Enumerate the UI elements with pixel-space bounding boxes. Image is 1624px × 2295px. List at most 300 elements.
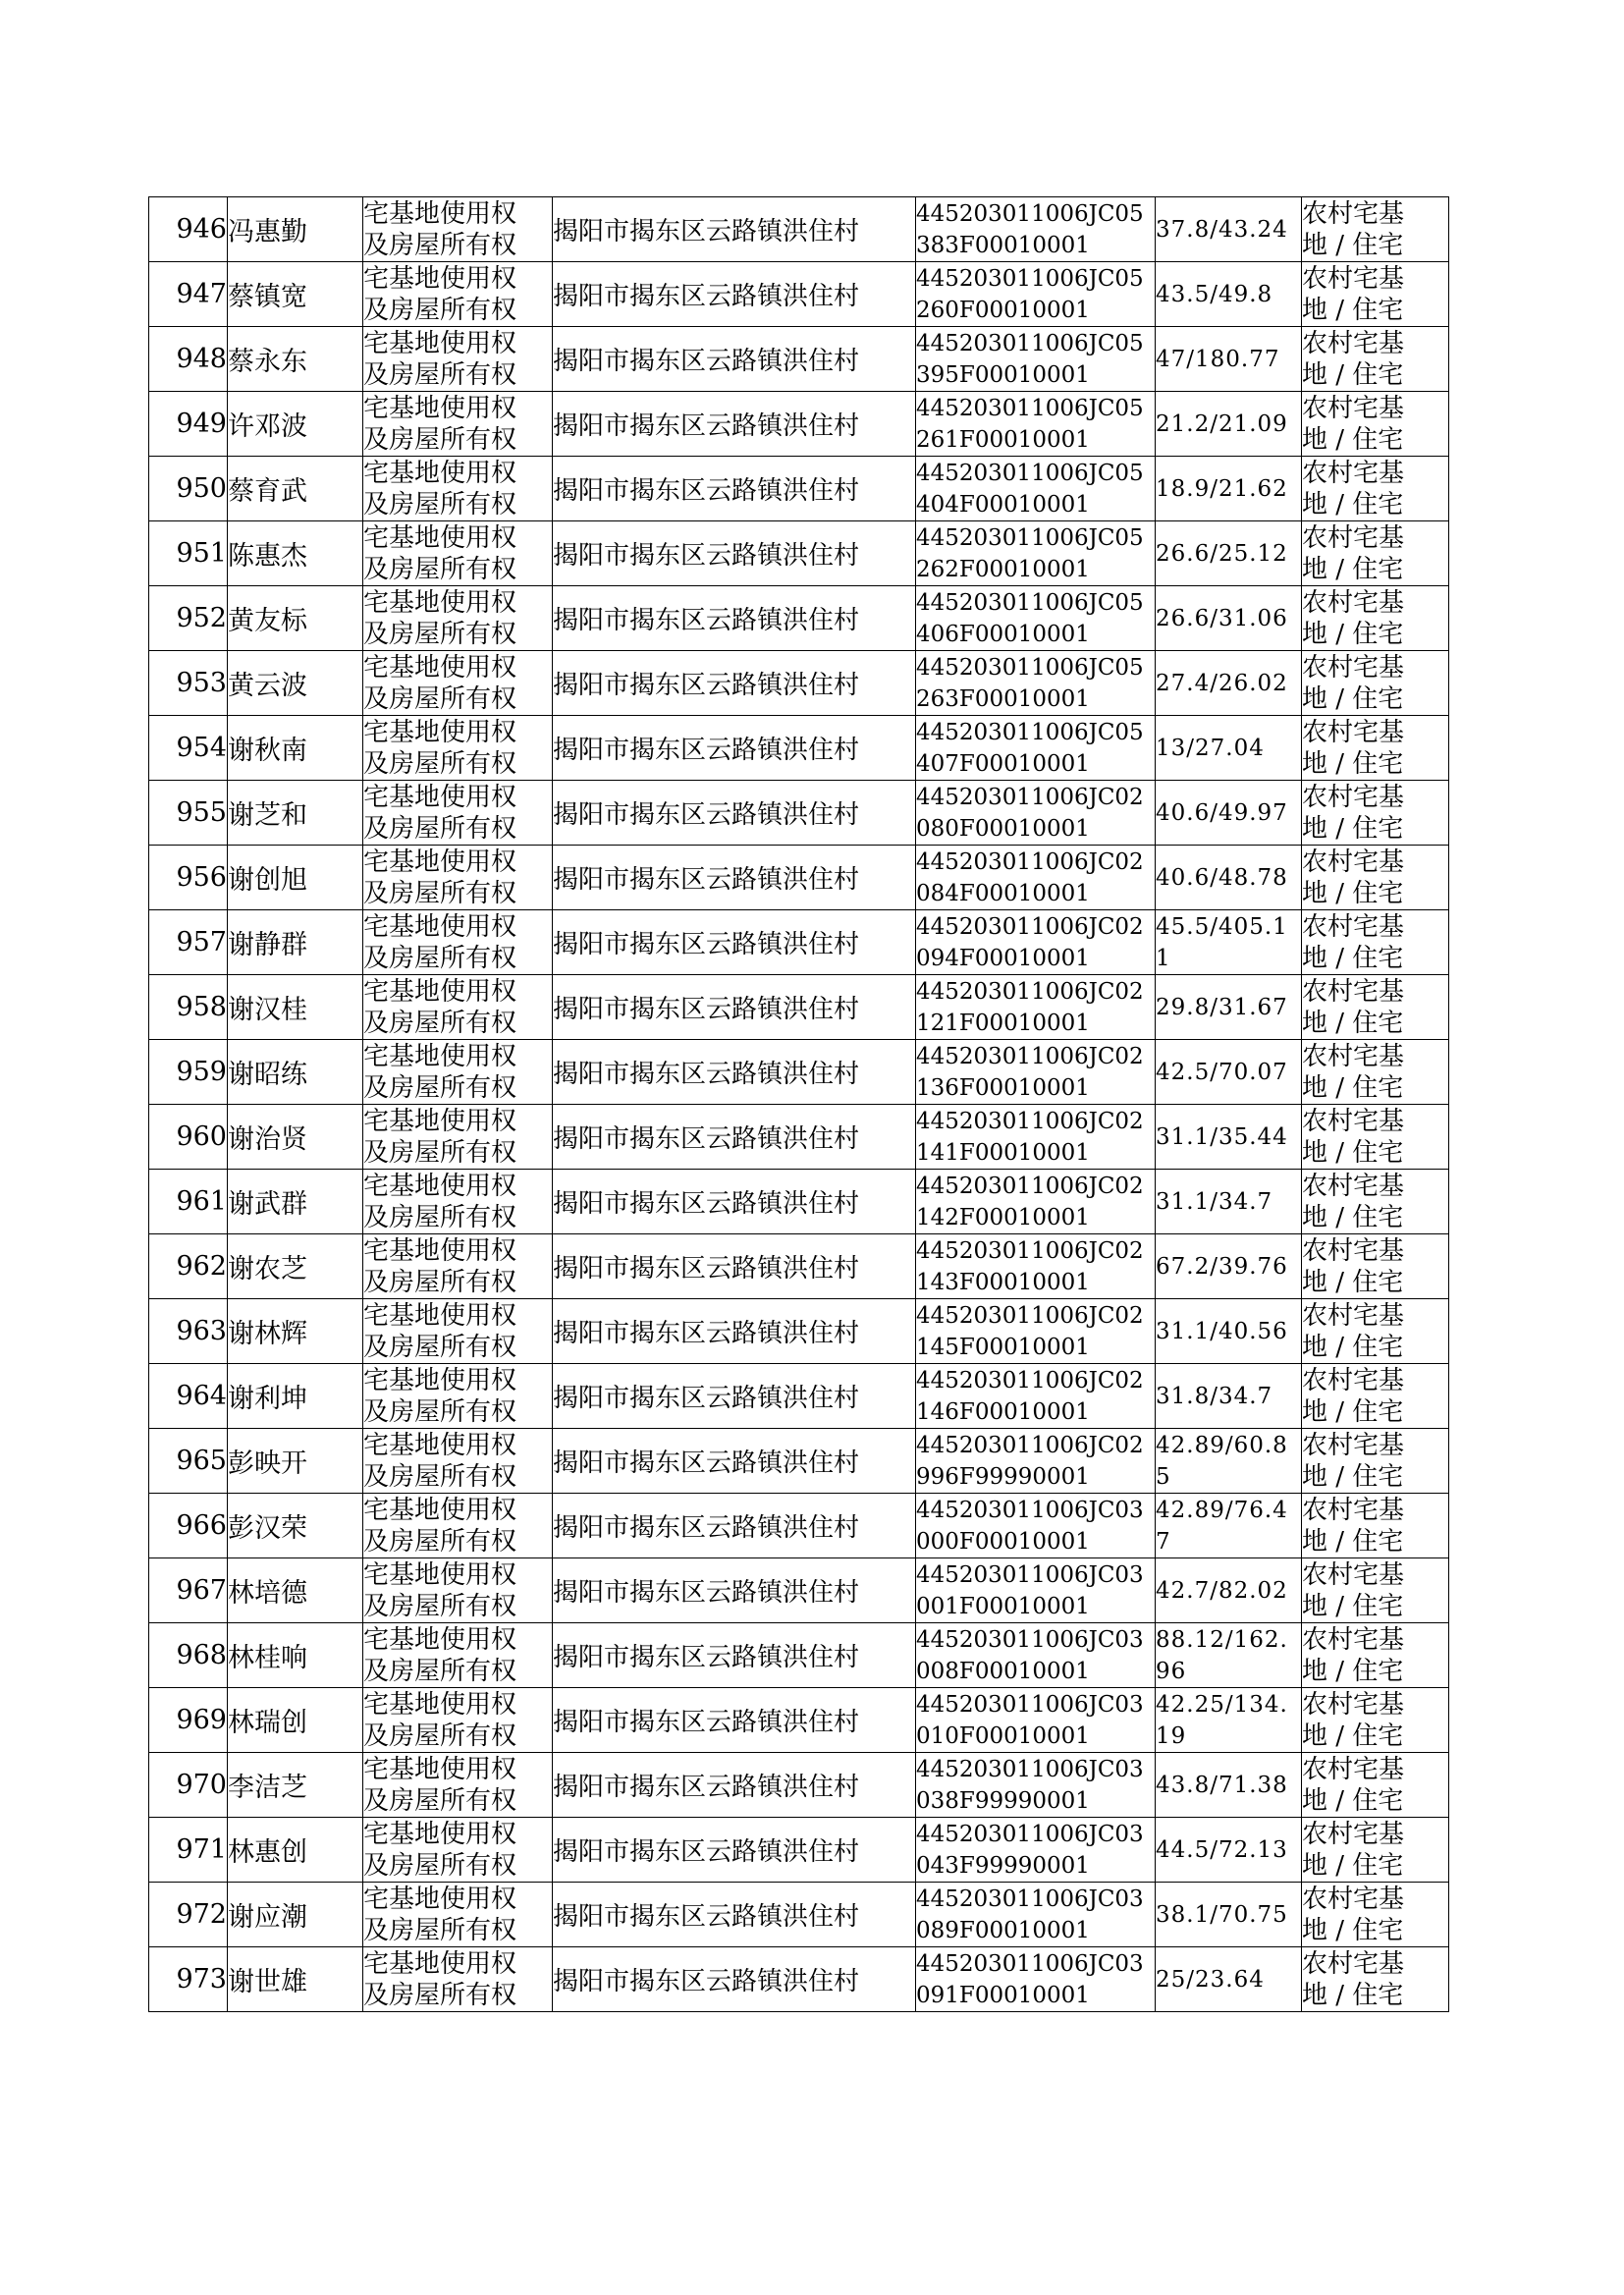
row-number: 970 <box>149 1753 228 1818</box>
table-row <box>149 846 1449 910</box>
land-use <box>1302 521 1449 586</box>
parcel-code-line-1: 445203011006JC05 <box>916 719 1144 745</box>
parcel-code <box>916 1105 1156 1170</box>
land-use-line-1: 农村宅基 <box>1302 1689 1405 1720</box>
parcel-code-line-2: 142F00010001 <box>916 1204 1090 1230</box>
right-type-line-1: 宅基地使用权 <box>363 1300 517 1331</box>
table-row <box>149 327 1449 392</box>
area: 67.2/39.76 <box>1156 1234 1302 1299</box>
parcel-code-line-1: 445203011006JC02 <box>916 1237 1144 1264</box>
land-use <box>1302 1234 1449 1299</box>
owner-name: 谢应潮 <box>228 1883 363 1947</box>
land-use-line-1: 农村宅基 <box>1302 1430 1405 1460</box>
land-use-line-2: 地 / 住宅 <box>1302 295 1404 325</box>
land-use <box>1302 1429 1449 1494</box>
right-type <box>363 1818 553 1883</box>
table-row <box>149 1883 1449 1947</box>
land-use-line-2: 地 / 住宅 <box>1302 619 1404 649</box>
parcel-code <box>916 1558 1156 1623</box>
right-type-line-1: 宅基地使用权 <box>363 328 517 358</box>
row-number: 969 <box>149 1688 228 1753</box>
parcel-code <box>916 1299 1156 1364</box>
right-type-line-2: 及房屋所有权 <box>363 424 517 455</box>
land-use-line-2: 地 / 住宅 <box>1302 748 1404 779</box>
right-type-line-2: 及房屋所有权 <box>363 489 517 519</box>
land-use <box>1302 1364 1449 1429</box>
location: 揭阳市揭东区云路镇洪住村 <box>553 1688 916 1753</box>
parcel-code-line-1: 445203011006JC05 <box>916 460 1144 486</box>
land-use-line-2: 地 / 住宅 <box>1302 1850 1404 1881</box>
land-use-line-2: 地 / 住宅 <box>1302 813 1404 844</box>
land-use-line-1: 农村宅基 <box>1302 1106 1405 1136</box>
location: 揭阳市揭东区云路镇洪住村 <box>553 1105 916 1170</box>
right-type-line-2: 及房屋所有权 <box>363 295 517 325</box>
land-use-line-1: 农村宅基 <box>1302 328 1405 358</box>
parcel-code-line-2: 383F00010001 <box>916 232 1090 258</box>
land-use <box>1302 975 1449 1040</box>
right-type <box>363 1494 553 1558</box>
parcel-code-line-1: 445203011006JC02 <box>916 1432 1144 1458</box>
table-row <box>149 1429 1449 1494</box>
row-number: 972 <box>149 1883 228 1947</box>
parcel-code-line-2: 262F00010001 <box>916 556 1090 582</box>
right-type <box>363 262 553 327</box>
table-row <box>149 1753 1449 1818</box>
location: 揭阳市揭东区云路镇洪住村 <box>553 651 916 716</box>
parcel-code-line-2: 121F00010001 <box>916 1010 1090 1036</box>
land-use <box>1302 1883 1449 1947</box>
parcel-code <box>916 197 1156 262</box>
parcel-code-line-1: 445203011006JC02 <box>916 1173 1144 1199</box>
land-use-line-2: 地 / 住宅 <box>1302 1785 1404 1816</box>
land-use <box>1302 1753 1449 1818</box>
right-type <box>363 586 553 651</box>
right-type-line-2: 及房屋所有权 <box>363 1721 517 1751</box>
parcel-code-line-2: 043F99990001 <box>916 1852 1090 1879</box>
parcel-code-line-1: 445203011006JC05 <box>916 524 1144 551</box>
area: 88.12/162.96 <box>1156 1623 1302 1688</box>
land-use-line-1: 农村宅基 <box>1302 847 1405 877</box>
land-use-line-1: 农村宅基 <box>1302 1559 1405 1590</box>
parcel-code <box>916 1883 1156 1947</box>
parcel-code <box>916 781 1156 846</box>
parcel-code-line-1: 445203011006JC03 <box>916 1691 1144 1718</box>
parcel-code-line-2: 094F00010001 <box>916 945 1090 971</box>
parcel-code-line-2: 038F99990001 <box>916 1787 1090 1814</box>
land-use-line-1: 农村宅基 <box>1302 198 1405 229</box>
location: 揭阳市揭东区云路镇洪住村 <box>553 1364 916 1429</box>
owner-name: 李洁芝 <box>228 1753 363 1818</box>
parcel-code-line-1: 445203011006JC02 <box>916 848 1144 875</box>
owner-name: 黄友标 <box>228 586 363 651</box>
parcel-code <box>916 716 1156 781</box>
right-type-line-1: 宅基地使用权 <box>363 263 517 294</box>
parcel-code <box>916 910 1156 975</box>
row-number: 959 <box>149 1040 228 1105</box>
table-row <box>149 716 1449 781</box>
parcel-code-line-2: 136F00010001 <box>916 1074 1090 1101</box>
row-number: 961 <box>149 1170 228 1234</box>
area: 44.5/72.13 <box>1156 1818 1302 1883</box>
land-use-line-2: 地 / 住宅 <box>1302 1915 1404 1945</box>
land-use-line-1: 农村宅基 <box>1302 1884 1405 1914</box>
right-type-line-2: 及房屋所有权 <box>363 1915 517 1945</box>
right-type-line-2: 及房屋所有权 <box>363 1785 517 1816</box>
land-use-line-2: 地 / 住宅 <box>1302 943 1404 973</box>
parcel-code-line-2: 091F00010001 <box>916 1982 1090 2008</box>
right-type <box>363 197 553 262</box>
right-type <box>363 327 553 392</box>
right-type <box>363 1299 553 1364</box>
table-row <box>149 1688 1449 1753</box>
parcel-code-line-2: 996F99990001 <box>916 1463 1090 1490</box>
right-type-line-1: 宅基地使用权 <box>363 652 517 683</box>
area: 26.6/25.12 <box>1156 521 1302 586</box>
table-row <box>149 1040 1449 1105</box>
right-type-line-1: 宅基地使用权 <box>363 1041 517 1071</box>
table-row <box>149 262 1449 327</box>
location: 揭阳市揭东区云路镇洪住村 <box>553 327 916 392</box>
parcel-code-line-2: 089F00010001 <box>916 1917 1090 1943</box>
right-type-line-2: 及房屋所有权 <box>363 1850 517 1881</box>
parcel-code-line-2: 145F00010001 <box>916 1334 1090 1360</box>
land-use-line-1: 农村宅基 <box>1302 717 1405 747</box>
parcel-code <box>916 1753 1156 1818</box>
right-type-line-2: 及房屋所有权 <box>363 1137 517 1168</box>
right-type <box>363 1947 553 2012</box>
table-row <box>149 1818 1449 1883</box>
right-type-line-1: 宅基地使用权 <box>363 522 517 553</box>
right-type-line-2: 及房屋所有权 <box>363 1656 517 1686</box>
land-use-line-1: 农村宅基 <box>1302 1235 1405 1266</box>
area: 47/180.77 <box>1156 327 1302 392</box>
right-type <box>363 1170 553 1234</box>
location: 揭阳市揭东区云路镇洪住村 <box>553 262 916 327</box>
right-type-line-1: 宅基地使用权 <box>363 1106 517 1136</box>
land-use-line-2: 地 / 住宅 <box>1302 1332 1404 1362</box>
right-type-line-1: 宅基地使用权 <box>363 1235 517 1266</box>
right-type-line-2: 及房屋所有权 <box>363 1008 517 1038</box>
parcel-code-line-2: 001F00010001 <box>916 1593 1090 1619</box>
land-use-line-1: 农村宅基 <box>1302 911 1405 942</box>
area: 40.6/49.97 <box>1156 781 1302 846</box>
land-use-line-2: 地 / 住宅 <box>1302 1267 1404 1297</box>
right-type-line-2: 及房屋所有权 <box>363 683 517 714</box>
right-type-line-1: 宅基地使用权 <box>363 587 517 618</box>
row-number: 973 <box>149 1947 228 2012</box>
location: 揭阳市揭东区云路镇洪住村 <box>553 586 916 651</box>
owner-name: 林惠创 <box>228 1818 363 1883</box>
area: 25/23.64 <box>1156 1947 1302 2012</box>
location: 揭阳市揭东区云路镇洪住村 <box>553 521 916 586</box>
land-use <box>1302 586 1449 651</box>
right-type-line-1: 宅基地使用权 <box>363 1365 517 1395</box>
right-type <box>363 1753 553 1818</box>
location: 揭阳市揭东区云路镇洪住村 <box>553 1429 916 1494</box>
parcel-code-line-1: 445203011006JC03 <box>916 1626 1144 1653</box>
row-number: 957 <box>149 910 228 975</box>
right-type-line-2: 及房屋所有权 <box>363 1591 517 1621</box>
row-number: 965 <box>149 1429 228 1494</box>
right-type <box>363 781 553 846</box>
land-use <box>1302 910 1449 975</box>
parcel-code <box>916 975 1156 1040</box>
right-type-line-2: 及房屋所有权 <box>363 554 517 584</box>
area: 29.8/31.67 <box>1156 975 1302 1040</box>
land-use-line-2: 地 / 住宅 <box>1302 1137 1404 1168</box>
owner-name: 谢世雄 <box>228 1947 363 2012</box>
right-type-line-1: 宅基地使用权 <box>363 393 517 423</box>
right-type <box>363 846 553 910</box>
row-number: 950 <box>149 457 228 521</box>
row-number: 948 <box>149 327 228 392</box>
location: 揭阳市揭东区云路镇洪住村 <box>553 1299 916 1364</box>
table-row <box>149 392 1449 457</box>
parcel-code-line-1: 445203011006JC02 <box>916 1108 1144 1134</box>
right-type-line-1: 宅基地使用权 <box>363 1819 517 1849</box>
right-type <box>363 910 553 975</box>
location: 揭阳市揭东区云路镇洪住村 <box>553 1818 916 1883</box>
owner-name: 谢林辉 <box>228 1299 363 1364</box>
right-type <box>363 1688 553 1753</box>
land-use-line-2: 地 / 住宅 <box>1302 878 1404 908</box>
row-number: 963 <box>149 1299 228 1364</box>
land-use-line-2: 地 / 住宅 <box>1302 1721 1404 1751</box>
location: 揭阳市揭东区云路镇洪住村 <box>553 1040 916 1105</box>
parcel-code-line-1: 445203011006JC03 <box>916 1497 1144 1523</box>
parcel-code <box>916 521 1156 586</box>
location: 揭阳市揭东区云路镇洪住村 <box>553 1623 916 1688</box>
owner-name: 林培德 <box>228 1558 363 1623</box>
land-use <box>1302 1494 1449 1558</box>
right-type-line-1: 宅基地使用权 <box>363 1689 517 1720</box>
land-use-line-2: 地 / 住宅 <box>1302 1980 1404 2010</box>
owner-name: 黄云波 <box>228 651 363 716</box>
land-use <box>1302 846 1449 910</box>
land-use-line-1: 农村宅基 <box>1302 1300 1405 1331</box>
owner-name: 谢静群 <box>228 910 363 975</box>
land-use <box>1302 1170 1449 1234</box>
location: 揭阳市揭东区云路镇洪住村 <box>553 1558 916 1623</box>
location: 揭阳市揭东区云路镇洪住村 <box>553 197 916 262</box>
parcel-code <box>916 1429 1156 1494</box>
parcel-code <box>916 1947 1156 2012</box>
table-row <box>149 1947 1449 2012</box>
table-row <box>149 1623 1449 1688</box>
land-use-line-1: 农村宅基 <box>1302 976 1405 1007</box>
location: 揭阳市揭东区云路镇洪住村 <box>553 716 916 781</box>
land-use-line-2: 地 / 住宅 <box>1302 359 1404 390</box>
right-type-line-2: 及房屋所有权 <box>363 878 517 908</box>
parcel-code-line-2: 406F00010001 <box>916 621 1090 647</box>
parcel-code <box>916 1170 1156 1234</box>
right-type-line-2: 及房屋所有权 <box>363 359 517 390</box>
right-type <box>363 651 553 716</box>
parcel-code <box>916 1494 1156 1558</box>
table-row <box>149 521 1449 586</box>
row-number: 962 <box>149 1234 228 1299</box>
parcel-code-line-1: 445203011006JC05 <box>916 589 1144 616</box>
parcel-code <box>916 1623 1156 1688</box>
parcel-code-line-2: 260F00010001 <box>916 297 1090 323</box>
parcel-code-line-2: 407F00010001 <box>916 750 1090 777</box>
land-use <box>1302 262 1449 327</box>
right-type <box>363 1040 553 1105</box>
right-type-line-1: 宅基地使用权 <box>363 782 517 812</box>
row-number: 971 <box>149 1818 228 1883</box>
table-row <box>149 910 1449 975</box>
parcel-code-line-1: 445203011006JC05 <box>916 330 1144 356</box>
land-use <box>1302 1688 1449 1753</box>
parcel-code-line-2: 261F00010001 <box>916 426 1090 453</box>
owner-name: 彭汉荣 <box>228 1494 363 1558</box>
right-type-line-1: 宅基地使用权 <box>363 847 517 877</box>
right-type-line-2: 及房屋所有权 <box>363 748 517 779</box>
location: 揭阳市揭东区云路镇洪住村 <box>553 846 916 910</box>
row-number: 966 <box>149 1494 228 1558</box>
row-number: 946 <box>149 197 228 262</box>
parcel-code-line-1: 445203011006JC03 <box>916 1950 1144 1977</box>
parcel-code-line-2: 000F00010001 <box>916 1528 1090 1555</box>
parcel-code <box>916 846 1156 910</box>
owner-name: 谢昭练 <box>228 1040 363 1105</box>
land-use-line-2: 地 / 住宅 <box>1302 683 1404 714</box>
location: 揭阳市揭东区云路镇洪住村 <box>553 1494 916 1558</box>
right-type-line-2: 及房屋所有权 <box>363 1267 517 1297</box>
right-type-line-2: 及房屋所有权 <box>363 1072 517 1103</box>
owner-name: 蔡育武 <box>228 457 363 521</box>
location: 揭阳市揭东区云路镇洪住村 <box>553 392 916 457</box>
right-type <box>363 1105 553 1170</box>
row-number: 953 <box>149 651 228 716</box>
right-type <box>363 521 553 586</box>
land-use <box>1302 457 1449 521</box>
land-use-line-2: 地 / 住宅 <box>1302 1591 1404 1621</box>
table-row <box>149 651 1449 716</box>
land-use <box>1302 1040 1449 1105</box>
land-use-line-1: 农村宅基 <box>1302 652 1405 683</box>
table-row <box>149 975 1449 1040</box>
land-use-line-2: 地 / 住宅 <box>1302 1396 1404 1427</box>
area: 38.1/70.75 <box>1156 1883 1302 1947</box>
table-row <box>149 586 1449 651</box>
location: 揭阳市揭东区云路镇洪住村 <box>553 1883 916 1947</box>
area: 31.1/40.56 <box>1156 1299 1302 1364</box>
area: 45.5/405.11 <box>1156 910 1302 975</box>
land-use-line-2: 地 / 住宅 <box>1302 1008 1404 1038</box>
parcel-code-line-1: 445203011006JC02 <box>916 978 1144 1005</box>
table-row <box>149 1234 1449 1299</box>
land-use-line-2: 地 / 住宅 <box>1302 554 1404 584</box>
parcel-code <box>916 1234 1156 1299</box>
land-use-line-1: 农村宅基 <box>1302 1171 1405 1201</box>
parcel-code-line-1: 445203011006JC02 <box>916 1367 1144 1393</box>
owner-name: 谢治贤 <box>228 1105 363 1170</box>
land-use <box>1302 1623 1449 1688</box>
table-row <box>149 1494 1449 1558</box>
area: 18.9/21.62 <box>1156 457 1302 521</box>
row-number: 947 <box>149 262 228 327</box>
parcel-code <box>916 1818 1156 1883</box>
right-type-line-2: 及房屋所有权 <box>363 230 517 260</box>
right-type-line-2: 及房屋所有权 <box>363 1980 517 2010</box>
right-type-line-1: 宅基地使用权 <box>363 1948 517 1979</box>
area: 42.89/76.47 <box>1156 1494 1302 1558</box>
right-type-line-2: 及房屋所有权 <box>363 1332 517 1362</box>
right-type <box>363 975 553 1040</box>
parcel-code-line-2: 141F00010001 <box>916 1139 1090 1166</box>
land-use <box>1302 1299 1449 1364</box>
right-type-line-1: 宅基地使用权 <box>363 458 517 488</box>
owner-name: 谢利坤 <box>228 1364 363 1429</box>
table-row <box>149 1170 1449 1234</box>
right-type-line-1: 宅基地使用权 <box>363 976 517 1007</box>
parcel-code <box>916 1040 1156 1105</box>
parcel-code-line-2: 146F00010001 <box>916 1398 1090 1425</box>
area: 31.1/35.44 <box>1156 1105 1302 1170</box>
location: 揭阳市揭东区云路镇洪住村 <box>553 910 916 975</box>
land-use-line-1: 农村宅基 <box>1302 263 1405 294</box>
land-use-line-1: 农村宅基 <box>1302 1041 1405 1071</box>
owner-name: 蔡镇宽 <box>228 262 363 327</box>
right-type <box>363 1558 553 1623</box>
table-row <box>149 197 1449 262</box>
owner-name: 蔡永东 <box>228 327 363 392</box>
owner-name: 彭映开 <box>228 1429 363 1494</box>
owner-name: 谢汉桂 <box>228 975 363 1040</box>
parcel-code-line-2: 395F00010001 <box>916 361 1090 388</box>
right-type <box>363 1883 553 1947</box>
row-number: 964 <box>149 1364 228 1429</box>
land-use-line-2: 地 / 住宅 <box>1302 230 1404 260</box>
row-number: 949 <box>149 392 228 457</box>
right-type-line-1: 宅基地使用权 <box>363 1884 517 1914</box>
land-use <box>1302 1105 1449 1170</box>
land-use-line-2: 地 / 住宅 <box>1302 1202 1404 1232</box>
land-use <box>1302 197 1449 262</box>
parcel-code-line-1: 445203011006JC05 <box>916 654 1144 681</box>
area: 40.6/48.78 <box>1156 846 1302 910</box>
table-row <box>149 457 1449 521</box>
right-type <box>363 457 553 521</box>
owner-name: 谢农芝 <box>228 1234 363 1299</box>
parcel-code-line-1: 445203011006JC02 <box>916 1043 1144 1069</box>
parcel-code-line-1: 445203011006JC02 <box>916 1302 1144 1329</box>
land-use-line-2: 地 / 住宅 <box>1302 489 1404 519</box>
land-use <box>1302 392 1449 457</box>
right-type-line-2: 及房屋所有权 <box>363 813 517 844</box>
parcel-code-line-1: 445203011006JC03 <box>916 1885 1144 1912</box>
land-use <box>1302 1947 1449 2012</box>
land-use-line-1: 农村宅基 <box>1302 1948 1405 1979</box>
parcel-code-line-1: 445203011006JC03 <box>916 1561 1144 1588</box>
location: 揭阳市揭东区云路镇洪住村 <box>553 1947 916 2012</box>
location: 揭阳市揭东区云路镇洪住村 <box>553 975 916 1040</box>
row-number: 951 <box>149 521 228 586</box>
land-use-line-1: 农村宅基 <box>1302 587 1405 618</box>
land-use-line-1: 农村宅基 <box>1302 1495 1405 1525</box>
area: 42.25/134.19 <box>1156 1688 1302 1753</box>
area: 21.2/21.09 <box>1156 392 1302 457</box>
owner-name: 谢秋南 <box>228 716 363 781</box>
land-use-line-2: 地 / 住宅 <box>1302 1461 1404 1492</box>
land-use-line-2: 地 / 住宅 <box>1302 424 1404 455</box>
area: 37.8/43.24 <box>1156 197 1302 262</box>
land-use <box>1302 651 1449 716</box>
area: 31.1/34.7 <box>1156 1170 1302 1234</box>
owner-name: 谢武群 <box>228 1170 363 1234</box>
parcel-code <box>916 392 1156 457</box>
